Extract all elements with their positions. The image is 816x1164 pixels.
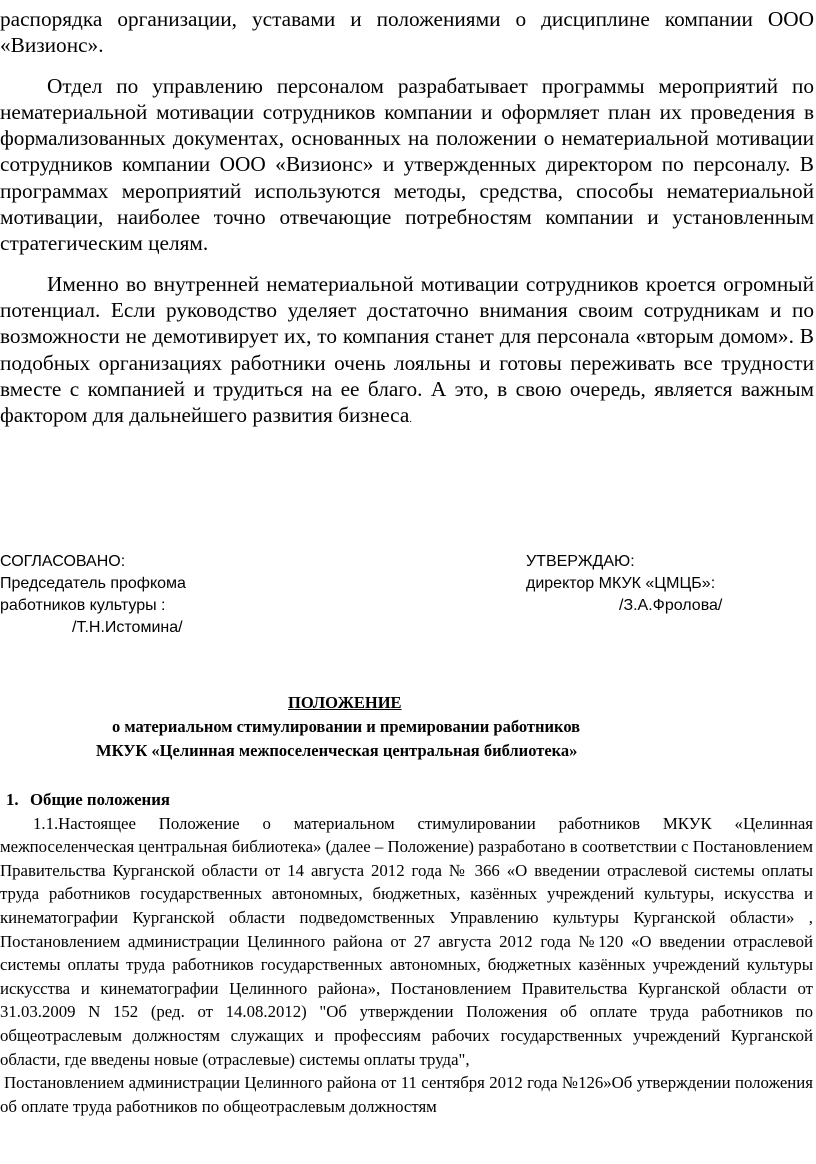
agreed-name: /Т.Н.Истомина/ (72, 619, 183, 636)
section-general-provisions (0, 788, 816, 1118)
paragraph-hr-department: Отдел по управлению персоналом разрабатывает программы мероприятий по нематериальной мотивации сотрудников компании и оформляет план их проведения в формализованных документах, основанных на положении о нематериальной мотивации сотрудников компании ООО «Визионс» и утвержденных директором по персоналу. В программах мероприятий используются методы, средства, способы нематериальной мотивации, наиболее точно отвечающие потребностям компании и установленным стратегическим целям. (0, 73, 814, 256)
document-subtitle-line1: о материальном стимулировании и премировании работников (112, 717, 581, 736)
intro-text (0, 6, 814, 447)
paragraph-motivation-text: Именно во внутренней нематериальной мотивации сотрудников кроется огромный потенциал. Если руководство уделяет достаточно внимания своим сотрудникам и по возможности не демотивирует их, то компания станет для персонала «вторым домом». В подобных организациях работники очень лояльны и готовы переживать все трудности вместе с компанией и трудиться на ее благо. А это, в свою очередь, является важным фактором для дальнейшего развития бизнеса (0, 271, 814, 428)
agreed-label: СОГЛАСОВАНО: (0, 553, 126, 570)
approve-role: директор МКУК «ЦМЦБ»: (526, 575, 716, 592)
signature-block (0, 551, 816, 639)
document-heading (0, 691, 816, 763)
section-paragraph-1-1: 1.1.Настоящее Положение о материальном стимулировании работников МКУК «Целинная межпоселенческая центральная библиотека» (далее – Положение) разработано в соответствии с Постановлением Правительства Курганской области от 14 августа 2012 года № 366 «О введении отраслевой системы оплаты труда работников государственных автономных, бюджетных, казённых учреждений культуры, искусства и кинематографии Курганской области подведомственных Управлению культуры Курганской области» , Постановлением администрации Целинного района от 27 августа 2012 года №120 «О введении отраслевой системы оплаты труда работников государственных автономных, бюджетных казённых учреждений культуры искусства и кинематографии Целинного района», Постановлением Правительства Курганской области от 31.03.2009 N 152 (ред. от 14.08.2012) "Об утверждении Положения об оплате труда работников по общеотраслевым должностям служащих и профессиям рабочих государственных учреждений Курганской области, где введены новые (отраслевые) системы оплаты труда", (0, 813, 813, 1069)
agreed-role-line1: Председатель профкома (0, 575, 186, 592)
section-heading (6, 788, 816, 812)
section-number: 1. (6, 790, 19, 809)
section-title: Общие положения (30, 790, 170, 809)
approve-label: УТВЕРЖДАЮ: (526, 553, 635, 570)
paragraph-motivation-potential (0, 271, 814, 434)
section-paragraph-resolution: Постановлением администрации Целинного района от 11 сентября 2012 года №126»Об утверждении положения об оплате труда работников по общеотраслевым должностям (0, 1073, 813, 1116)
approve-name: /З.А.Фролова/ (619, 597, 723, 614)
paragraph-continuation: распорядка организации, уставами и положениями о дисциплине компании ООО «Визионс». (0, 7, 814, 58)
paragraph-end-period: . (409, 414, 412, 426)
agreed-role-line2: работников культуры : (0, 597, 166, 614)
document-title: ПОЛОЖЕНИЕ (288, 693, 402, 712)
document-subtitle-line2: МКУК «Целинная межпоселенческая центральная библиотека» (96, 741, 578, 760)
